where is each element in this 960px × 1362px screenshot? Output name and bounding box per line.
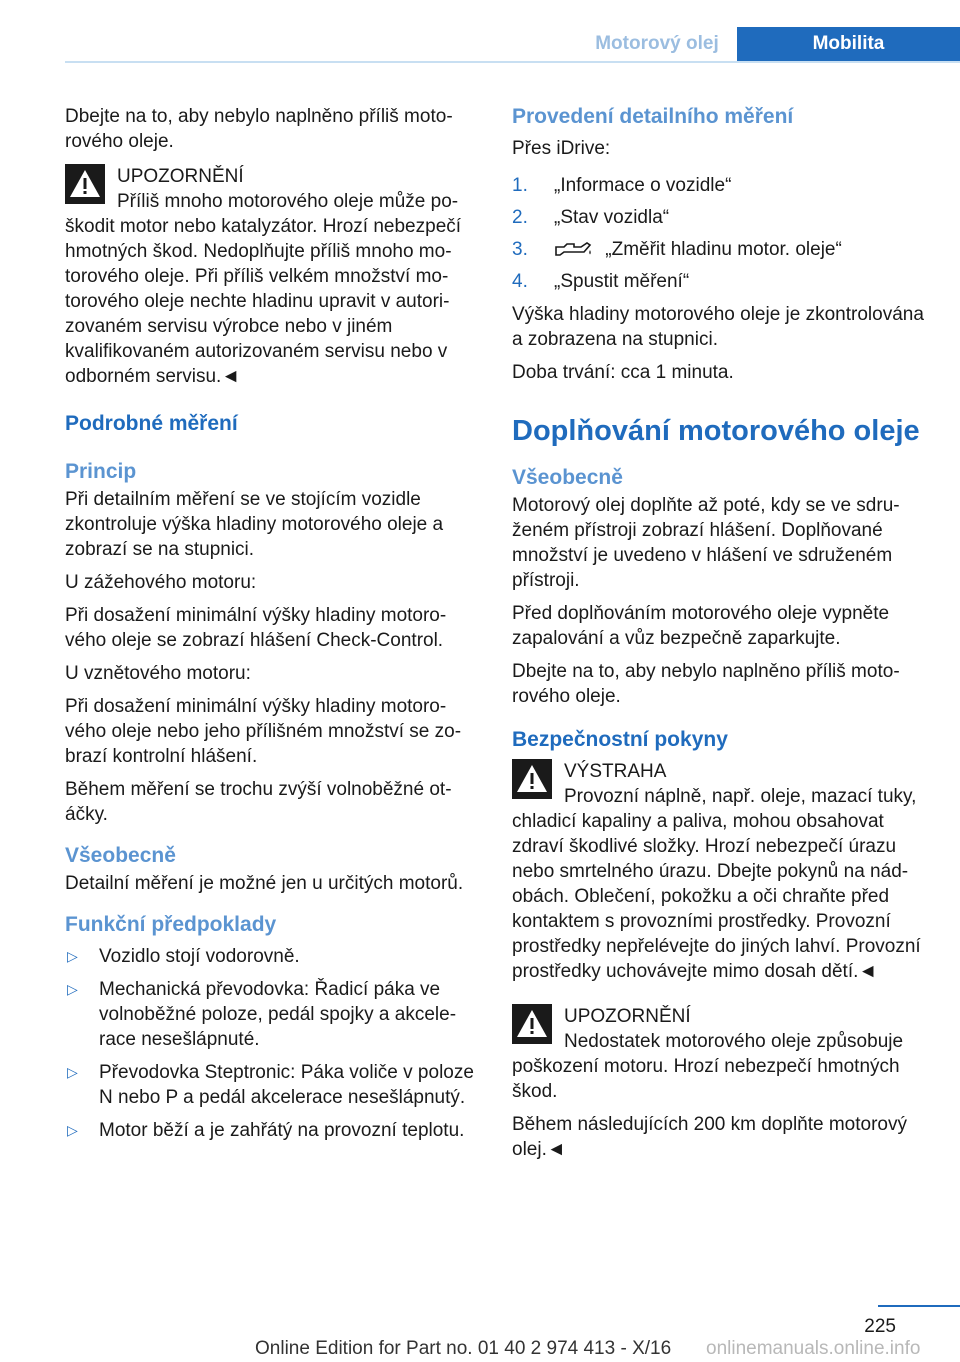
- left-column: [65, 104, 480, 1151]
- list-item: ▷ Motor běží a je zahřátý na provozní teplotu.: [67, 1120, 465, 1141]
- notice-title: VÝSTRAHA: [564, 761, 667, 782]
- notice-text: Příliš mnoho motorového oleje může poškodit motor nebo katalyzátor. Hrozí nebezpečí hmotných škod. Nedoplňujte příliš mnoho motorového oleje. Při příliš velkém množství motorového oleje nechte hladinu upravit v autorizovaném servisu výrobce nebo v jiném kvalifikovaném autorizovaném servisu nebo v odborném servisu.◄: [65, 191, 462, 387]
- watermark: onlinemanuals.online.info: [706, 1338, 921, 1359]
- heading-exec: Provedení detailního měření: [512, 105, 794, 128]
- warning-icon: [65, 164, 105, 204]
- chapter-tab: Mobilita: [737, 27, 960, 61]
- conditions-list: [65, 944, 480, 1143]
- text-top-up: Během následujících 200 km doplňte motorový olej.◄: [512, 1114, 907, 1160]
- triangle-bullet-icon: ▷: [67, 1122, 78, 1138]
- list-item: 3. „Změřit hladinu motor. oleje“: [512, 239, 842, 260]
- triangle-bullet-icon: ▷: [67, 948, 78, 964]
- list-item: ▷ Vozidlo stojí vodorovně.: [67, 946, 300, 967]
- heading-fill: Doplňování motorového oleje: [512, 415, 920, 447]
- list-item: 1. „Informace o vozidle“: [512, 175, 732, 196]
- steps-list: [512, 173, 928, 294]
- text-principle: Při detailním měření se ve stojícím vozidle zkontroluje výška hladiny motorového oleje a zobrazí se na stupnici.: [65, 489, 444, 560]
- warning-icon: [512, 759, 552, 799]
- text-fill-when: Motorový olej doplňte až poté, kdy se ve sdruženém přístroji zobrazí hlášení. Doplňované množství je uvedeno v hlášení ve sdruženém přístroji.: [512, 495, 900, 591]
- heading-conditions: Funkční předpoklady: [65, 913, 277, 936]
- heading-general-right: Všeobecně: [512, 466, 623, 489]
- text-petrol: U zážehového motoru:: [65, 572, 257, 593]
- list-item: 2. „Stav vozidla“: [512, 207, 670, 228]
- heading-safety: Bezpečnostní pokyny: [512, 728, 728, 751]
- notice-title: UPOZORNĚNÍ: [564, 1006, 691, 1027]
- text-general-left: Detailní měření je možné jen u určitých motorů.: [65, 873, 464, 894]
- text-idle: Během měření se trochu zvýší volnoběžné otáčky.: [65, 779, 452, 825]
- triangle-bullet-icon: ▷: [67, 981, 78, 997]
- edition-note: Online Edition for Part no. 01 40 2 974 413 - X/16: [255, 1338, 672, 1359]
- notice-caution: [65, 164, 480, 389]
- notice-warning: [512, 759, 928, 984]
- text-duration: Doba trvání: cca 1 minuta.: [512, 362, 734, 383]
- warning-icon: [512, 1004, 552, 1044]
- notice-title: UPOZORNĚNÍ: [117, 166, 244, 187]
- section-tab: Motorový olej: [578, 27, 736, 61]
- triangle-bullet-icon: ▷: [67, 1064, 78, 1080]
- heading-detail: Podrobné měření: [65, 412, 238, 435]
- header-divider: [65, 61, 960, 63]
- text-petrol-detail: Při dosažení minimální výšky hladiny motorového oleje se zobrazí hlášení Check-Control.: [65, 605, 447, 651]
- notice-caution: [512, 1004, 928, 1104]
- intro-text: Dbejte na to, aby nebylo naplněno příliš motorového oleje.: [65, 106, 453, 152]
- page-number: 225: [864, 1316, 896, 1337]
- text-diesel: U vznětového motoru:: [65, 663, 251, 684]
- car-oil-icon: [554, 241, 594, 259]
- heading-general-left: Všeobecně: [65, 844, 176, 867]
- text-diesel-detail: Při dosažení minimální výšky hladiny motorového oleje nebo jeho přílišném množství se zobrazí kontrolní hlášení.: [65, 696, 462, 767]
- heading-princip: Princip: [65, 460, 137, 483]
- list-item: ▷ Převodovka Steptronic: Páka voliče v poloze N nebo P a pedál akcelerace nesešlápnutý.: [67, 1062, 474, 1108]
- notice-text: Nedostatek motorového oleje způsobuje poškození motoru. Hrozí nebezpečí hmotných škod.: [512, 1031, 904, 1102]
- list-item: ▷ Mechanická převodovka: Řadicí páka ve volnoběžné poloze, pedál spojky a akcelerace nesešlápnuté.: [67, 979, 457, 1050]
- text-fill-warning: Dbejte na to, aby nebylo naplněno příliš motorového oleje.: [512, 661, 900, 707]
- right-column: [512, 104, 928, 1170]
- list-item: 4. „Spustit měření“: [512, 271, 690, 292]
- text-level-result: Výška hladiny motorového oleje je zkontrolována a zobrazena na stupnici.: [512, 304, 924, 350]
- notice-text: Provozní náplně, např. oleje, mazací tuky, chladicí kapaliny a paliva, mohou obsahovat zdraví škodlivé složky. Hrozí nebezpečí úrazu nebo smrtelného úrazu. Dbejte pokynů na nádobách. Oblečení, pokožku a oči chraňte před kontaktem s provozními prostředky. Provozní prostředky nepřelévejte do jiných lahví. Provozní prostředky uchovávejte mimo dosah dětí.◄: [512, 786, 921, 982]
- text-fill-before: Před doplňováním motorového oleje vypněte zapalování a vůz bezpečně zaparkujte.: [512, 603, 890, 649]
- text-via: Přes iDrive:: [512, 138, 611, 159]
- footer-accent-line: [878, 1305, 960, 1307]
